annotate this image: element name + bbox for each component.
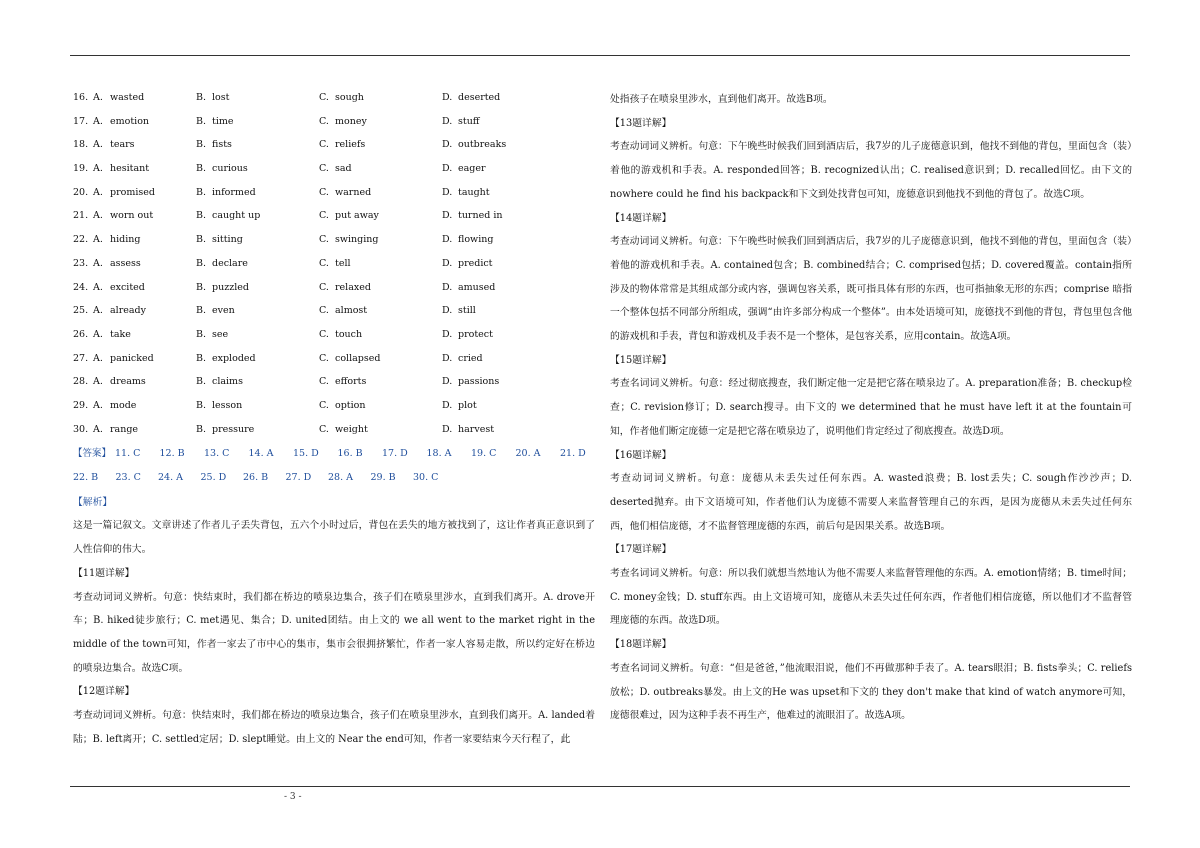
- option-row: [73, 183, 595, 207]
- option-row: [73, 372, 595, 396]
- question-number: 27.: [73, 352, 89, 364]
- option-letter-b: B.: [196, 352, 207, 364]
- option-letter-c: C.: [319, 234, 329, 246]
- option-word-a: wasted: [110, 92, 145, 103]
- option-word-c: option: [335, 399, 366, 411]
- question-number: 16.: [73, 92, 89, 103]
- option-word-b: exploded: [212, 352, 256, 364]
- option-word-b: puzzled: [212, 281, 249, 293]
- option-letter-d: D.: [442, 139, 453, 151]
- option-word-b: even: [212, 305, 235, 317]
- analysis-tag: 【解析】: [73, 496, 113, 508]
- answer-item: 29. B: [370, 472, 396, 483]
- option-letter-a: A.: [93, 423, 103, 435]
- header-rule: [70, 55, 1130, 56]
- question-number: 25.: [73, 305, 89, 317]
- option-letter-d: D.: [442, 92, 453, 103]
- answer-item: 14. A: [248, 448, 274, 460]
- option-word-b: declare: [212, 257, 248, 269]
- answer-item: 19. C: [471, 448, 497, 460]
- answer-item: 21. D: [560, 448, 586, 460]
- option-letter-b: B.: [196, 305, 207, 317]
- footer-rule: [70, 786, 1130, 787]
- explanation-heading: 【11题详解】: [73, 567, 135, 579]
- option-word-c: reliefs: [335, 139, 366, 151]
- question-number: 28.: [73, 376, 89, 388]
- option-letter-d: D.: [442, 210, 453, 222]
- explanation-heading: 【16题详解】: [610, 449, 672, 461]
- answer-item: 24. A: [158, 472, 183, 483]
- option-row: [73, 254, 595, 278]
- question-number: 21.: [73, 210, 89, 222]
- question-number: 29.: [73, 399, 89, 411]
- option-letter-a: A.: [93, 163, 103, 175]
- explanation-paragraph: 这是一篇记叙文。文章讲述了作者儿子丢失背包，五六个小时过后，背包在丢失的地方被找到了，这让作者真正意识到了人性信仰的伟大。: [73, 520, 595, 556]
- option-letter-d: D.: [442, 423, 453, 435]
- option-word-a: hiding: [110, 234, 141, 246]
- question-number: 19.: [73, 163, 89, 175]
- option-word-d: flowing: [458, 234, 494, 246]
- options-list: [73, 88, 595, 443]
- answer-block: [73, 443, 595, 490]
- question-number: 23.: [73, 257, 89, 269]
- option-word-b: time: [212, 115, 234, 127]
- option-letter-a: A.: [93, 115, 103, 127]
- option-letter-c: C.: [319, 115, 329, 127]
- option-row: [73, 396, 595, 420]
- option-letter-d: D.: [442, 281, 453, 293]
- option-letter-c: C.: [319, 163, 329, 175]
- option-word-c: sad: [335, 163, 352, 175]
- answer-line-1: [73, 443, 595, 467]
- option-word-a: worn out: [110, 210, 154, 222]
- right-column: [610, 88, 1132, 728]
- option-word-c: swinging: [335, 234, 379, 246]
- option-row: [73, 206, 595, 230]
- option-letter-a: A.: [93, 328, 103, 340]
- explanation-heading: 【15题详解】: [610, 354, 672, 366]
- option-letter-c: C.: [319, 423, 329, 435]
- option-word-b: see: [212, 328, 229, 340]
- question-number: 30.: [73, 423, 89, 435]
- option-word-d: protect: [458, 328, 493, 340]
- answer-line-2: [73, 467, 595, 491]
- option-letter-a: A.: [93, 352, 103, 364]
- option-word-c: weight: [335, 423, 368, 435]
- option-word-a: mode: [110, 399, 137, 411]
- option-letter-b: B.: [196, 423, 207, 435]
- option-letter-d: D.: [442, 234, 453, 246]
- explanation-paragraph: 考查动词词义辨析。句意：庞德从未丢失过任何东西。A. wasted浪费；B. lost丢失；C. sough作沙沙声；D. deserted抛弃。由下文语境可知，作者他们认为庞德不需要人来监督管理自己的东西，是因为庞德从未丢失过任何东西，他们相信庞德，才不监督管理庞德的东西，前后句是因果关系。故选B项。: [610, 473, 1132, 532]
- option-word-c: almost: [335, 305, 368, 317]
- option-letter-c: C.: [319, 257, 329, 269]
- option-word-b: curious: [212, 163, 248, 175]
- answer-item: 17. D: [382, 448, 408, 460]
- explanation-heading: 【13题详解】: [610, 117, 672, 129]
- option-letter-a: A.: [93, 376, 103, 388]
- option-letter-a: A.: [93, 92, 103, 103]
- option-letter-d: D.: [442, 186, 453, 198]
- answer-item: 23. C: [115, 472, 141, 483]
- option-letter-d: D.: [442, 163, 453, 175]
- explanation-paragraph: 考查名词词义辨析。句意：所以我们就想当然地认为他不需要人来监督管理他的东西。A. emotion情绪；B. time时间；C. money金钱；D. stuff东西。由上文语境可知，庞德从未丢失过任何东西，作者他们相信庞德，所以他们才不监督管理庞德的东西。故选D项。: [610, 568, 1132, 627]
- option-row: [73, 230, 595, 254]
- answer-item: 30. C: [413, 472, 439, 483]
- explanation-heading: 【17题详解】: [610, 544, 672, 556]
- option-letter-a: A.: [93, 210, 103, 222]
- answer-item: 22. B: [73, 472, 99, 483]
- explanation-heading: 【18题详解】: [610, 639, 672, 651]
- option-word-c: money: [335, 115, 367, 127]
- option-letter-a: A.: [93, 186, 103, 198]
- option-letter-b: B.: [196, 328, 207, 340]
- page-number: - 3 -: [284, 792, 302, 802]
- option-word-b: informed: [212, 186, 256, 198]
- answer-item: 20. A: [515, 448, 541, 460]
- left-column: [73, 88, 595, 751]
- option-row: [73, 135, 595, 159]
- option-row: [73, 112, 595, 136]
- option-letter-b: B.: [196, 92, 207, 103]
- option-word-b: caught up: [212, 210, 261, 222]
- option-letter-b: B.: [196, 115, 207, 127]
- question-number: 26.: [73, 328, 89, 340]
- explanation-heading: 【14题详解】: [610, 212, 672, 224]
- option-word-d: stuff: [458, 115, 480, 127]
- option-letter-a: A.: [93, 234, 103, 246]
- option-word-c: put away: [335, 210, 379, 222]
- option-word-a: already: [110, 305, 146, 317]
- option-word-c: sough: [335, 92, 364, 103]
- option-letter-c: C.: [319, 376, 329, 388]
- option-word-c: touch: [335, 328, 363, 340]
- option-word-b: pressure: [212, 423, 255, 435]
- option-word-a: take: [110, 328, 131, 340]
- option-word-d: passions: [458, 376, 500, 388]
- option-letter-d: D.: [442, 305, 453, 317]
- option-word-c: efforts: [335, 376, 367, 388]
- answer-item: 28. A: [328, 472, 353, 483]
- explanation-heading: 【12题详解】: [73, 686, 135, 698]
- option-word-d: cried: [458, 352, 483, 364]
- explanation-paragraph: 考查名词词义辨析。句意：“但是爸爸，”他流眼泪说，他们不再做那种手表了。A. tears眼泪；B. fists拳头；C. reliefs放松；D. outbreaks暴发。由上文的He was upset和下文的 they don't make that kind of watch anymore可知，庞德很难过，因为这种手表不再生产，他难过的流眼泪了。故选A项。: [610, 662, 1132, 722]
- option-word-b: claims: [212, 376, 243, 388]
- answer-item: 13. C: [204, 448, 230, 460]
- option-word-d: deserted: [458, 92, 501, 103]
- option-row: [73, 301, 595, 325]
- question-number: 18.: [73, 139, 89, 151]
- option-letter-b: B.: [196, 163, 207, 175]
- option-letter-d: D.: [442, 352, 453, 364]
- option-row: [73, 278, 595, 302]
- option-word-b: fists: [212, 139, 232, 151]
- option-letter-d: D.: [442, 376, 453, 388]
- explanation-paragraph: 处指孩子在喷泉里涉水，直到他们离开。故选B项。: [610, 94, 833, 105]
- option-word-b: lesson: [212, 399, 243, 411]
- option-word-a: panicked: [110, 352, 154, 364]
- option-word-a: assess: [110, 257, 141, 269]
- explanation-paragraph: 考查动词词义辨析。句意：快结束时，我们都在桥边的喷泉边集合，孩子们在喷泉里涉水，直到我们离开。A. drove开车；B. hiked徒步旅行；C. met遇见、集合；D. united团结。由上文的 we all went to the market right in the middle of the town可知，作者一家去了市中心的集市，集市会很拥挤繁忙，作者一家人容易走散，所以约定好在桥边的喷泉边集合。故选C项。: [73, 591, 595, 674]
- option-letter-c: C.: [319, 328, 329, 340]
- option-letter-c: C.: [319, 139, 329, 151]
- question-number: 22.: [73, 234, 89, 246]
- answer-item: 18. A: [426, 448, 452, 460]
- option-letter-d: D.: [442, 399, 453, 411]
- option-letter-c: C.: [319, 399, 329, 411]
- option-word-d: amused: [458, 281, 496, 293]
- option-word-c: tell: [335, 257, 351, 269]
- option-word-a: hesitant: [110, 163, 150, 175]
- answer-item: 25. D: [200, 472, 227, 483]
- option-letter-a: A.: [93, 281, 103, 293]
- option-letter-a: A.: [93, 257, 103, 269]
- answer-item: 11. C: [115, 448, 141, 460]
- option-word-b: lost: [212, 92, 230, 103]
- option-word-a: excited: [110, 281, 145, 293]
- option-word-d: harvest: [458, 423, 495, 435]
- option-letter-b: B.: [196, 376, 207, 388]
- answer-item: 27. D: [285, 472, 312, 483]
- right-explanations: [610, 88, 1132, 728]
- option-word-a: range: [110, 423, 139, 435]
- option-row: [73, 88, 595, 112]
- option-letter-a: A.: [93, 305, 103, 317]
- explanation-paragraph: 考查名词词义辨析。句意：经过彻底搜查，我们断定他一定是把它落在喷泉边了。A. preparation准备；B. checkup检查；C. revision修订；D. search搜寻。由下文的 we determined that he must have left it at the fountain可知，作者他们断定庞德一定是把它落在喷泉边了，说明他们肯定经过了彻底搜查。故选D项。: [610, 378, 1132, 437]
- option-letter-b: B.: [196, 210, 207, 222]
- option-letter-d: D.: [442, 257, 453, 269]
- option-word-d: plot: [458, 399, 477, 411]
- option-word-a: emotion: [110, 115, 150, 127]
- option-letter-b: B.: [196, 281, 207, 293]
- option-word-b: sitting: [212, 234, 243, 246]
- explanation-paragraph: 考查动词词义辨析。句意：快结束时，我们都在桥边的喷泉边集合，孩子们在喷泉里涉水，直到我们离开。A. landed着陆；B. left离开；C. settled定居；D. slept睡觉。由上文的 Near the end可知，作者一家要结束今天行程了，此: [73, 710, 595, 745]
- option-word-c: warned: [335, 186, 372, 198]
- answer-item: 15. D: [293, 448, 319, 460]
- option-word-c: relaxed: [335, 281, 371, 293]
- option-word-d: eager: [458, 163, 486, 175]
- answer-item: 16. B: [337, 448, 363, 460]
- question-number: 20.: [73, 186, 89, 198]
- option-letter-c: C.: [319, 186, 329, 198]
- option-letter-c: C.: [319, 92, 329, 103]
- question-number: 24.: [73, 281, 89, 293]
- option-word-a: tears: [110, 139, 135, 151]
- option-row: [73, 159, 595, 183]
- option-word-d: outbreaks: [458, 139, 507, 151]
- option-letter-a: A.: [93, 399, 103, 411]
- option-word-c: collapsed: [335, 352, 381, 364]
- option-row: [73, 420, 595, 444]
- answer-item: 12. B: [159, 448, 185, 460]
- answer-item: 26. B: [243, 472, 269, 483]
- option-letter-b: B.: [196, 399, 207, 411]
- option-letter-a: A.: [93, 139, 103, 151]
- option-row: [73, 349, 595, 373]
- option-letter-b: B.: [196, 234, 207, 246]
- explanation-paragraph: 考查动词词义辨析。句意：下午晚些时候我们回到酒店后，我7岁的儿子庞德意识到，他找不到他的背包，里面包含（装）着他的游戏机和手表。A. contained包含；B. combined结合；C. comprised包括；D. covered覆盖。contain指所涉及的物体常常是其组成部分或内容，强调包容关系，既可指具体有形的东西，也可指抽象无形的东西；comprise 暗指一个整体包括不同部分所组成，强调“由许多部分构成一个整体”。由本处语境可知，庞德找不到他的背包，背包里包含他的游戏机和手表，背包和游戏机及手表不是一个整体，是包容关系，应用contain。故选A项。: [610, 236, 1132, 343]
- option-letter-b: B.: [196, 257, 207, 269]
- option-letter-c: C.: [319, 281, 329, 293]
- option-word-d: still: [458, 305, 476, 317]
- option-letter-b: B.: [196, 139, 207, 151]
- left-explanations: [73, 514, 595, 751]
- option-letter-d: D.: [442, 115, 453, 127]
- option-word-a: dreams: [110, 376, 146, 388]
- option-letter-c: C.: [319, 305, 329, 317]
- option-letter-d: D.: [442, 328, 453, 340]
- option-word-d: predict: [458, 257, 493, 269]
- option-letter-c: C.: [319, 210, 329, 222]
- option-word-a: promised: [110, 186, 155, 198]
- option-letter-b: B.: [196, 186, 207, 198]
- question-number: 17.: [73, 115, 89, 127]
- answer-tag: 【答案】: [73, 448, 112, 460]
- option-word-d: taught: [458, 186, 490, 198]
- option-letter-c: C.: [319, 352, 329, 364]
- option-row: [73, 325, 595, 349]
- option-word-d: turned in: [458, 210, 503, 222]
- explanation-paragraph: 考查动词词义辨析。句意：下午晚些时候我们回到酒店后，我7岁的儿子庞德意识到，他找不到他的背包，里面包含（装）着他的游戏机和手表。A. responded回答；B. recognized认出；C. realised意识到；D. recalled回忆。由下文的 nowhere could he find his backpack和下文到处找背包可知，庞德意识到他找不到他的背包了。故选C项。: [610, 141, 1132, 200]
